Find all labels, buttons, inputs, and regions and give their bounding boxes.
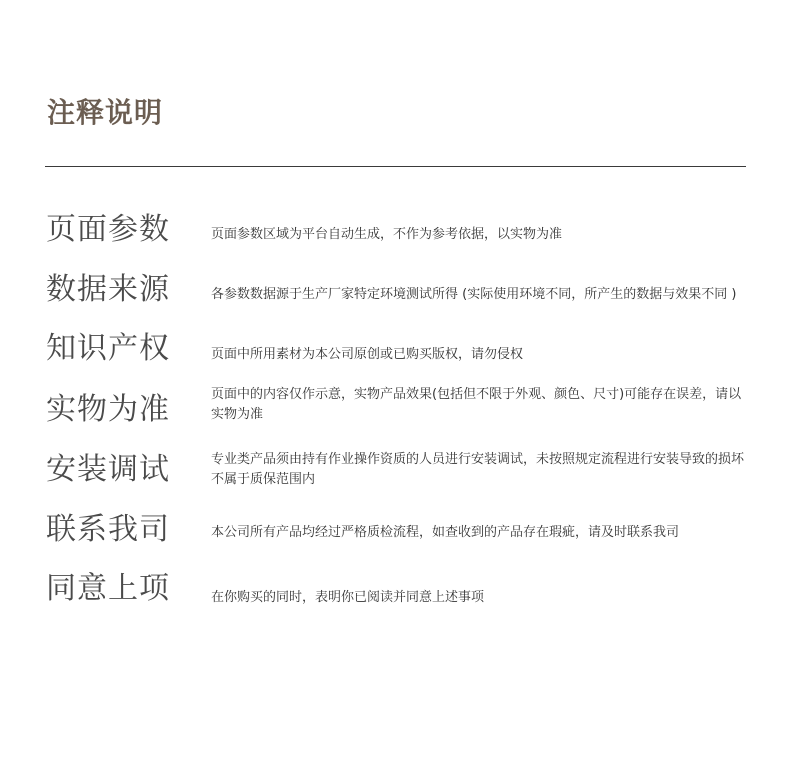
note-description: 页面参数区域为平台自动生成，不作为参考依据，以实物为准: [211, 227, 563, 242]
note-term: 知识产权: [46, 331, 170, 366]
note-term: 安装调试: [46, 452, 170, 487]
page-title: 注释说明: [47, 96, 164, 129]
note-description: 专业类产品须由持有作业操作资质的人员进行安装调试，未按照规定流程进行安装导致的损坏不属于质保范围内: [211, 452, 745, 487]
note-description: 页面中的内容仅作示意，实物产品效果(包括但不限于外观、颜色、尺寸)可能存在误差，请以实物为准: [211, 387, 742, 422]
note-term: 数据来源: [46, 272, 170, 307]
note-term: 实物为准: [46, 392, 170, 427]
note-description: 在你购买的同时，表明你已阅读并同意上述事项: [211, 590, 485, 605]
note-description: 各参数数据源于生产厂家特定环境测试所得 (实际使用环境不同，所产生的数据与效果不同 ): [211, 287, 737, 302]
note-description: 本公司所有产品均经过严格质检流程，如查收到的产品存在瑕疵，请及时联系我司: [211, 525, 680, 540]
note-term: 页面参数: [46, 212, 170, 247]
note-term: 同意上项: [46, 571, 170, 606]
note-term: 联系我司: [46, 512, 170, 547]
title-divider: [45, 166, 746, 167]
note-description: 页面中所用素材为本公司原创或已购买版权，请勿侵权: [211, 347, 524, 362]
